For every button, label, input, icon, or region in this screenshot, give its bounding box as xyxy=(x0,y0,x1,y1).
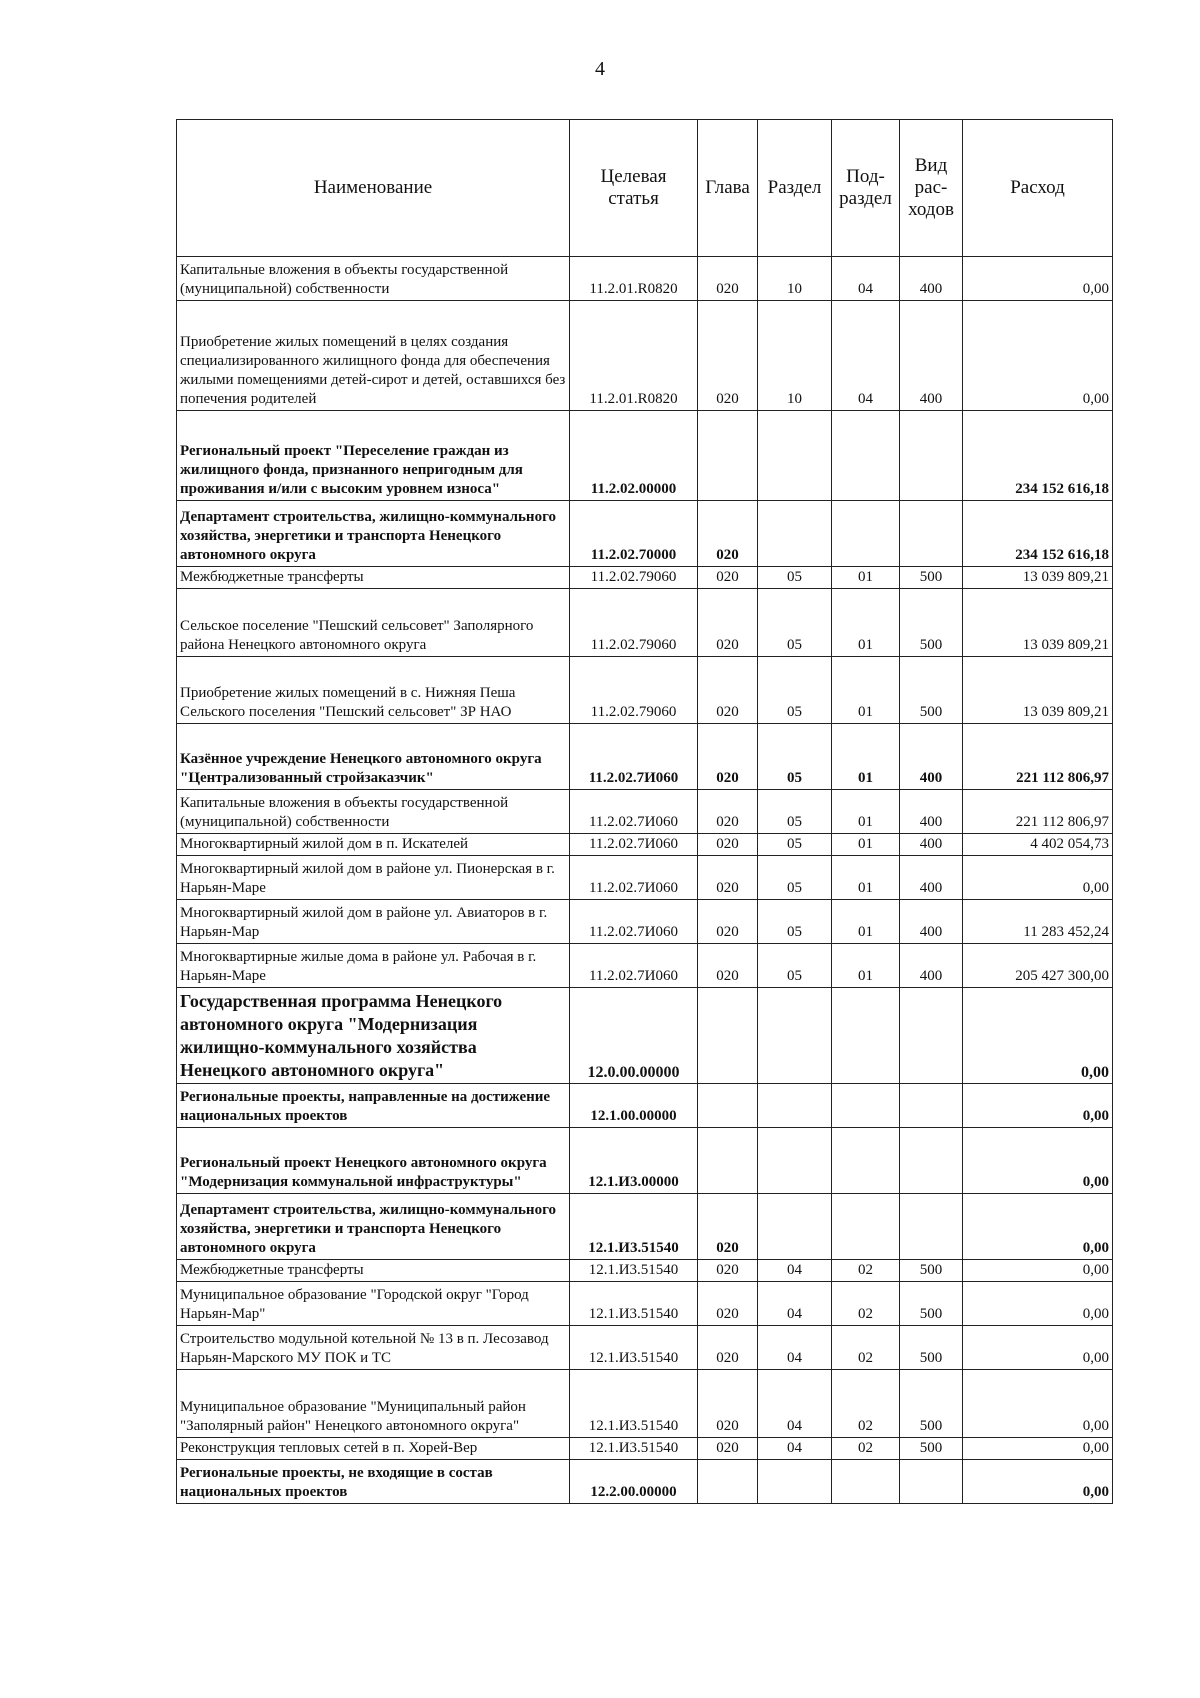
cell-section: 05 xyxy=(758,856,832,900)
table-row xyxy=(177,1194,1113,1260)
cell-expense-type: 400 xyxy=(900,944,963,988)
table-row xyxy=(177,834,1113,856)
cell-name: Приобретение жилых помещений в с. Нижняя Пеша Сельского поселения "Пешский сельсовет" ЗР НАО xyxy=(177,657,570,724)
cell-amount: 221 112 806,97 xyxy=(963,790,1113,834)
header-amount: Расход xyxy=(963,120,1113,257)
cell-subsection: 01 xyxy=(832,589,900,657)
cell-chapter xyxy=(698,988,758,1084)
table-row xyxy=(177,988,1113,1084)
cell-expense-type: 400 xyxy=(900,856,963,900)
cell-amount: 0,00 xyxy=(963,856,1113,900)
table-row xyxy=(177,567,1113,589)
cell-target-article: 11.2.02.7И060 xyxy=(570,790,698,834)
cell-chapter: 020 xyxy=(698,790,758,834)
cell-subsection xyxy=(832,1128,900,1194)
cell-chapter: 020 xyxy=(698,257,758,301)
cell-name: Региональные проекты, не входящие в состав национальных проектов xyxy=(177,1460,570,1504)
cell-section: 10 xyxy=(758,257,832,301)
cell-expense-type xyxy=(900,1194,963,1260)
cell-expense-type: 400 xyxy=(900,790,963,834)
cell-target-article: 11.2.02.79060 xyxy=(570,589,698,657)
header-name: Наименование xyxy=(177,120,570,257)
cell-subsection: 01 xyxy=(832,834,900,856)
cell-name: Муниципальное образование "Городской округ "Город Нарьян-Мар" xyxy=(177,1282,570,1326)
cell-name: Департамент строительства, жилищно-коммунального хозяйства, энергетики и транспорта Ненецкого автономного округа xyxy=(177,1194,570,1260)
cell-amount: 0,00 xyxy=(963,1460,1113,1504)
cell-expense-type: 400 xyxy=(900,900,963,944)
table-row xyxy=(177,856,1113,900)
header-row xyxy=(177,120,1113,257)
cell-subsection: 01 xyxy=(832,900,900,944)
table-row xyxy=(177,944,1113,988)
table-body xyxy=(177,257,1113,1504)
cell-chapter xyxy=(698,1128,758,1194)
cell-section: 05 xyxy=(758,790,832,834)
table-row xyxy=(177,1326,1113,1370)
cell-chapter xyxy=(698,1460,758,1504)
cell-amount: 0,00 xyxy=(963,1084,1113,1128)
cell-target-article: 11.2.02.70000 xyxy=(570,501,698,567)
cell-section: 04 xyxy=(758,1260,832,1282)
cell-chapter: 020 xyxy=(698,1370,758,1438)
cell-name: Многоквартирные жилые дома в районе ул. Рабочая в г. Нарьян-Маре xyxy=(177,944,570,988)
cell-name: Капитальные вложения в объекты государственной (муниципальной) собственности xyxy=(177,790,570,834)
cell-subsection: 04 xyxy=(832,301,900,411)
cell-section: 05 xyxy=(758,724,832,790)
table-row xyxy=(177,1370,1113,1438)
cell-expense-type xyxy=(900,1128,963,1194)
cell-subsection: 02 xyxy=(832,1282,900,1326)
cell-section: 05 xyxy=(758,657,832,724)
cell-amount: 13 039 809,21 xyxy=(963,589,1113,657)
cell-subsection: 01 xyxy=(832,856,900,900)
cell-expense-type: 500 xyxy=(900,567,963,589)
cell-amount: 0,00 xyxy=(963,1260,1113,1282)
cell-section: 04 xyxy=(758,1282,832,1326)
cell-name: Межбюджетные трансферты xyxy=(177,1260,570,1282)
cell-subsection: 02 xyxy=(832,1370,900,1438)
cell-amount: 0,00 xyxy=(963,301,1113,411)
cell-expense-type xyxy=(900,1084,963,1128)
cell-expense-type: 400 xyxy=(900,301,963,411)
cell-name: Реконструкция тепловых сетей в п. Хорей-Вер xyxy=(177,1438,570,1460)
cell-amount: 205 427 300,00 xyxy=(963,944,1113,988)
cell-target-article: 12.1.И3.51540 xyxy=(570,1370,698,1438)
cell-amount: 0,00 xyxy=(963,1438,1113,1460)
table-row xyxy=(177,589,1113,657)
cell-subsection xyxy=(832,988,900,1084)
table-row xyxy=(177,501,1113,567)
cell-expense-type: 500 xyxy=(900,589,963,657)
cell-subsection xyxy=(832,1460,900,1504)
cell-subsection: 01 xyxy=(832,567,900,589)
cell-amount: 0,00 xyxy=(963,1194,1113,1260)
cell-subsection: 02 xyxy=(832,1260,900,1282)
cell-chapter: 020 xyxy=(698,567,758,589)
cell-target-article: 11.2.01.R0820 xyxy=(570,301,698,411)
cell-name: Государственная программа Ненецкого автономного округа "Модернизация жилищно-коммунального хозяйства Ненецкого автономного округа" xyxy=(177,988,570,1084)
table-row xyxy=(177,790,1113,834)
cell-subsection xyxy=(832,411,900,501)
cell-name: Региональные проекты, направленные на достижение национальных проектов xyxy=(177,1084,570,1128)
cell-target-article: 12.1.И3.51540 xyxy=(570,1326,698,1370)
cell-section: 04 xyxy=(758,1326,832,1370)
cell-chapter: 020 xyxy=(698,900,758,944)
cell-target-article: 12.1.00.00000 xyxy=(570,1084,698,1128)
cell-section xyxy=(758,1194,832,1260)
cell-name: Многоквартирный жилой дом в районе ул. Пионерская в г. Нарьян-Маре xyxy=(177,856,570,900)
cell-target-article: 12.2.00.00000 xyxy=(570,1460,698,1504)
cell-target-article: 11.2.02.7И060 xyxy=(570,900,698,944)
cell-section: 05 xyxy=(758,834,832,856)
cell-name: Муниципальное образование "Муниципальный район "Заполярный район" Ненецкого автономного округа" xyxy=(177,1370,570,1438)
cell-amount: 13 039 809,21 xyxy=(963,567,1113,589)
cell-chapter: 020 xyxy=(698,589,758,657)
cell-amount: 0,00 xyxy=(963,257,1113,301)
cell-section: 05 xyxy=(758,589,832,657)
cell-target-article: 11.2.02.7И060 xyxy=(570,944,698,988)
budget-table xyxy=(176,119,1113,1504)
cell-amount: 4 402 054,73 xyxy=(963,834,1113,856)
cell-subsection: 01 xyxy=(832,944,900,988)
cell-target-article: 12.1.И3.00000 xyxy=(570,1128,698,1194)
cell-section xyxy=(758,1460,832,1504)
cell-section: 04 xyxy=(758,1370,832,1438)
cell-section: 05 xyxy=(758,944,832,988)
cell-amount: 0,00 xyxy=(963,1128,1113,1194)
table-row xyxy=(177,1438,1113,1460)
cell-expense-type: 400 xyxy=(900,724,963,790)
cell-name: Региональный проект "Переселение граждан из жилищного фонда, признанного непригодным для проживания и/или с высоким уровнем износа" xyxy=(177,411,570,501)
cell-chapter: 020 xyxy=(698,301,758,411)
cell-target-article: 12.1.И3.51540 xyxy=(570,1282,698,1326)
cell-chapter: 020 xyxy=(698,1326,758,1370)
cell-expense-type: 500 xyxy=(900,1370,963,1438)
cell-subsection: 02 xyxy=(832,1438,900,1460)
cell-target-article: 11.2.02.00000 xyxy=(570,411,698,501)
cell-expense-type xyxy=(900,988,963,1084)
table-row xyxy=(177,1084,1113,1128)
cell-name: Межбюджетные трансферты xyxy=(177,567,570,589)
cell-subsection: 04 xyxy=(832,257,900,301)
table-row xyxy=(177,1282,1113,1326)
header-subsection: Под-раздел xyxy=(832,120,900,257)
cell-section xyxy=(758,988,832,1084)
cell-expense-type xyxy=(900,501,963,567)
cell-section: 10 xyxy=(758,301,832,411)
table-row xyxy=(177,724,1113,790)
cell-name: Департамент строительства, жилищно-коммунального хозяйства, энергетики и транспорта Ненецкого автономного округа xyxy=(177,501,570,567)
cell-section: 05 xyxy=(758,567,832,589)
cell-amount: 0,00 xyxy=(963,1326,1113,1370)
table-row xyxy=(177,657,1113,724)
cell-chapter: 020 xyxy=(698,1194,758,1260)
cell-expense-type: 500 xyxy=(900,1282,963,1326)
table-row xyxy=(177,301,1113,411)
cell-section: 05 xyxy=(758,900,832,944)
cell-name: Приобретение жилых помещений в целях создания специализированного жилищного фонда для обеспечения жилыми помещениями детей-сирот и детей, оставшихся без попечения родителей xyxy=(177,301,570,411)
cell-subsection: 01 xyxy=(832,790,900,834)
cell-section xyxy=(758,411,832,501)
header-section: Раздел xyxy=(758,120,832,257)
cell-chapter: 020 xyxy=(698,1282,758,1326)
cell-name: Региональный проект Ненецкого автономного округа "Модернизация коммунальной инфраструктуры" xyxy=(177,1128,570,1194)
cell-amount: 234 152 616,18 xyxy=(963,501,1113,567)
cell-subsection: 02 xyxy=(832,1326,900,1370)
cell-chapter: 020 xyxy=(698,501,758,567)
cell-target-article: 12.1.И3.51540 xyxy=(570,1260,698,1282)
cell-expense-type: 500 xyxy=(900,657,963,724)
cell-target-article: 11.2.02.79060 xyxy=(570,567,698,589)
table-row xyxy=(177,1128,1113,1194)
table-row xyxy=(177,411,1113,501)
cell-amount: 0,00 xyxy=(963,988,1113,1084)
cell-amount: 0,00 xyxy=(963,1282,1113,1326)
table-row xyxy=(177,257,1113,301)
cell-amount: 0,00 xyxy=(963,1370,1113,1438)
cell-chapter: 020 xyxy=(698,944,758,988)
cell-name: Многоквартирный жилой дом в п. Искателей xyxy=(177,834,570,856)
cell-amount: 11 283 452,24 xyxy=(963,900,1113,944)
cell-target-article: 12.1.И3.51540 xyxy=(570,1438,698,1460)
cell-subsection: 01 xyxy=(832,724,900,790)
cell-target-article: 11.2.02.7И060 xyxy=(570,724,698,790)
cell-expense-type: 500 xyxy=(900,1438,963,1460)
cell-expense-type: 500 xyxy=(900,1326,963,1370)
cell-chapter: 020 xyxy=(698,657,758,724)
cell-chapter: 020 xyxy=(698,724,758,790)
cell-chapter xyxy=(698,411,758,501)
table-row xyxy=(177,1460,1113,1504)
cell-subsection xyxy=(832,1084,900,1128)
cell-target-article: 11.2.02.79060 xyxy=(570,657,698,724)
cell-section xyxy=(758,501,832,567)
cell-target-article: 12.1.И3.51540 xyxy=(570,1194,698,1260)
cell-expense-type xyxy=(900,1460,963,1504)
cell-amount: 221 112 806,97 xyxy=(963,724,1113,790)
cell-chapter: 020 xyxy=(698,856,758,900)
cell-expense-type: 400 xyxy=(900,834,963,856)
cell-expense-type: 500 xyxy=(900,1260,963,1282)
cell-amount: 13 039 809,21 xyxy=(963,657,1113,724)
table-row xyxy=(177,1260,1113,1282)
cell-target-article: 11.2.02.7И060 xyxy=(570,834,698,856)
cell-section xyxy=(758,1128,832,1194)
header-expense-type: Вид рас-ходов xyxy=(900,120,963,257)
cell-name: Строительство модульной котельной № 13 в п. Лесозавод Нарьян-Марского МУ ПОК и ТС xyxy=(177,1326,570,1370)
cell-chapter xyxy=(698,1084,758,1128)
cell-name: Казённое учреждение Ненецкого автономного округа "Централизованный стройзаказчик" xyxy=(177,724,570,790)
cell-amount: 234 152 616,18 xyxy=(963,411,1113,501)
cell-name: Многоквартирный жилой дом в районе ул. Авиаторов в г. Нарьян-Мар xyxy=(177,900,570,944)
cell-target-article: 12.0.00.00000 xyxy=(570,988,698,1084)
cell-target-article: 11.2.01.R0820 xyxy=(570,257,698,301)
page-number: 4 xyxy=(595,58,605,80)
cell-expense-type xyxy=(900,411,963,501)
cell-expense-type: 400 xyxy=(900,257,963,301)
cell-section: 04 xyxy=(758,1438,832,1460)
cell-name: Сельское поселение "Пешский сельсовет" Заполярного района Ненецкого автономного округа xyxy=(177,589,570,657)
cell-chapter: 020 xyxy=(698,1260,758,1282)
cell-chapter: 020 xyxy=(698,834,758,856)
cell-section xyxy=(758,1084,832,1128)
header-target-article: Целевая статья xyxy=(570,120,698,257)
cell-target-article: 11.2.02.7И060 xyxy=(570,856,698,900)
cell-chapter: 020 xyxy=(698,1438,758,1460)
cell-name: Капитальные вложения в объекты государственной (муниципальной) собственности xyxy=(177,257,570,301)
cell-subsection xyxy=(832,1194,900,1260)
cell-subsection xyxy=(832,501,900,567)
cell-subsection: 01 xyxy=(832,657,900,724)
header-chapter: Глава xyxy=(698,120,758,257)
table-row xyxy=(177,900,1113,944)
